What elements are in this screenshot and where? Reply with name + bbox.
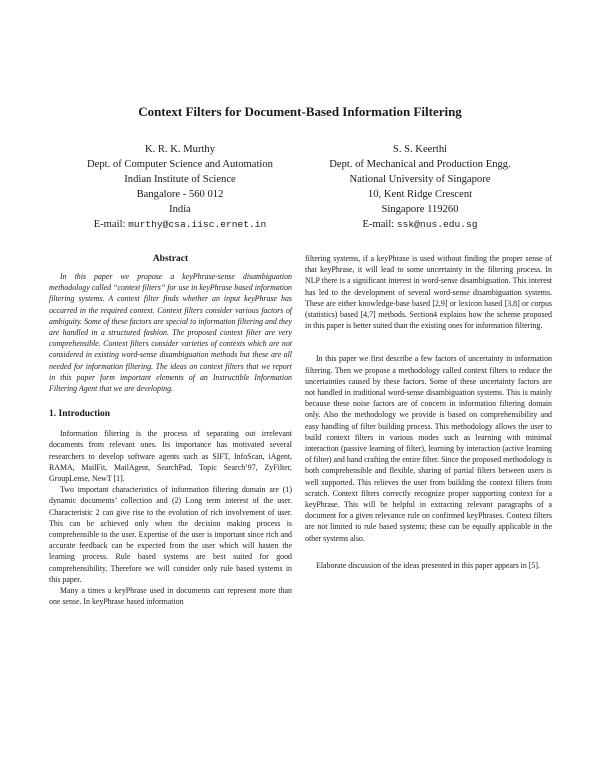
author-email-line bbox=[60, 217, 300, 232]
abstract-text: In this paper we propose a keyPhrase-sense disambiguation methodology called “context filters” for use in keyPhrase based information filtering systems. A context filter finds whether an input keyPhrase has occurred in the required context. Context filters consider various factors of ambiguity. Some of these factors are special to information filtering and they are handled in a structured fashion. The proposed context filter are very comprehensible. Context filters consider varieties of contexts which are not considered in existing word-sense disambiguation methods but these are all needed for information filtering. The ideas on context filters that we report in this paper form important elements of an Instructible Information Filtering Agent that we are developing. bbox=[49, 272, 292, 394]
author-email-line bbox=[300, 217, 540, 232]
intro-paragraph: Information filtering is the process of separating out irrelevant documents from relevant ones. Its importance has motivated several researchers to develop software agents such as SIFT, InfoScan, iAgent, RAMA, MailFit, MailAgent, SearchPad, Topic Search’97, ZyFilter, GroupLense, NewT [1]. bbox=[49, 429, 292, 484]
author-address: Bangalore - 560 012 bbox=[136, 189, 224, 200]
author-country: Singapore 119260 bbox=[381, 204, 459, 215]
author-dept: Dept. of Computer Science and Automation bbox=[87, 159, 273, 170]
paper-title: Context Filters for Document-Based Information Filtering bbox=[138, 104, 462, 119]
author-dept: Dept. of Mechanical and Production Engg. bbox=[329, 159, 511, 170]
author-name: S. S. Keerthi bbox=[392, 144, 448, 155]
paragraph-gap bbox=[305, 544, 552, 560]
email-label: E-mail: bbox=[93, 219, 126, 230]
author-block-2 bbox=[300, 142, 540, 232]
right-column bbox=[305, 253, 552, 571]
author-block-1 bbox=[60, 142, 300, 232]
author-address: 10, Kent Ridge Crescent bbox=[367, 189, 473, 200]
intro-paragraph: Many a times a keyPhrase used in documents can represent more than one sense. In keyPhrase based information bbox=[49, 586, 292, 607]
intro-paragraph: Two important characteristics of information filtering domain are (1) dynamic documents’ collection and (2) Long term interest of the user. Characteristic 2 can give rise to the evolution of rich involvement of user. This can be achieved only when the decision making process is comprehensible to the user. Expertise of the user is important since rich and accurate feedback can be expected from the user which will hasten the learning process. Rule based systems are best suited for good comprehensibility. Therefore we will consider only rule based systems in this paper. bbox=[49, 485, 292, 584]
author-email: murthy@csa.iisc.ernet.in bbox=[128, 219, 267, 230]
author-institution: National University of Singapore bbox=[349, 174, 491, 185]
intro-paragraph: In this paper we first describe a few factors of uncertainty in information filtering. Then we propose a methodology called context filters to reduce the uncertainties caused by these factors. Some of these uncertainty factors are not handled in traditional word-sense disambiguation systems. This is mainly because these noise factors are of concern in information filtering domain only. Also the methodology we provide is based on comprehensibility and easy handling of filter building process. This methodology allows the user to build context filters in various modes such as learning with minimal interaction (passive learning of filter), learning by interaction (active learning of filter) and hand crafting the entire filter. Since the proposed methodology is both comprehensible and flexible, sharing of partial filters between users is well supported. This relieves the user from building the context filters from scratch. Context filters correctly recognize proper supporting context for a keyPhrase. This will be helpful in extracting relevant paragraphs of a document for a given relevance rule on confirmed keyPhrases. Context filters are not limited to rule based systems; these can be equally applicable in the other systems also. bbox=[305, 354, 552, 543]
author-name: K. R. K. Murthy bbox=[144, 144, 216, 155]
abstract-heading: Abstract bbox=[152, 254, 189, 264]
email-label: E-mail: bbox=[362, 219, 395, 230]
author-email: ssk@nus.edu.sg bbox=[396, 219, 478, 230]
author-country: India bbox=[169, 204, 191, 215]
paragraph-gap bbox=[305, 331, 552, 353]
intro-continuation: filtering systems, if a keyPhrase is used without finding the proper sense of that keyPhrase, it will lead to some uncertainty in the filtering process. In NLP there is a significant interest in word-sense disambiguation. This interest has led to the development of several word-sense disambiguation systems. These are either knowledge-base based [2,9] or lexicon based [3,8] or corpus (statistics) based [4,7] methods. Section4 explains how the scheme proposed in this paper is better suited than the existing ones for information filtering. bbox=[305, 254, 552, 331]
section-heading-introduction: 1. Introduction bbox=[49, 409, 111, 420]
intro-paragraph: Elaborate discussion of the ideas presented in this paper appears in [5]. bbox=[316, 560, 540, 570]
left-column bbox=[49, 253, 292, 607]
author-institution: Indian Institute of Science bbox=[124, 174, 236, 185]
